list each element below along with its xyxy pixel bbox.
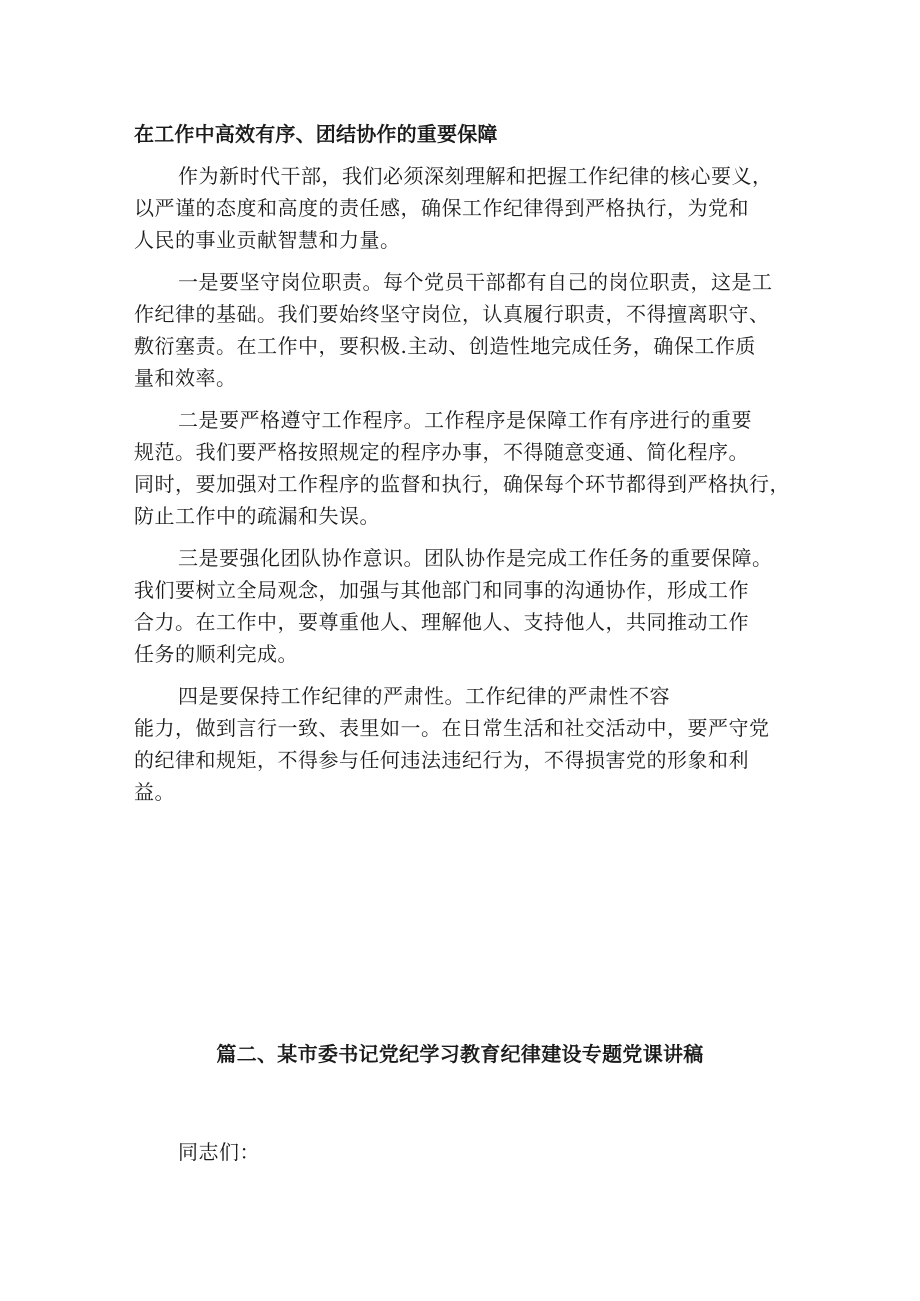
paragraph-line: 作为新时代干部，我们必须深刻理解和把握工作纪律的核心要义， (178, 164, 773, 188)
paragraph-line: 我们要树立全局观念，加强与其他部门和同事的沟通协作，形成工作 (134, 578, 749, 602)
paragraph-line: 人民的事业贡献智慧和力量。 (134, 228, 401, 252)
paragraph (134, 542, 794, 670)
paragraph (134, 680, 794, 808)
section-title: 篇二、某市委书记党纪学习教育纪律建设专题党课讲稿 (216, 1042, 704, 1066)
paragraph-line: 的纪律和规矩，不得参与任何违法违纪行为，不得损害党的形象和利 (134, 748, 749, 772)
paragraph-line: 规范。我们要严格按照规定的程序办事，不得随意变通、简化程序。 (134, 440, 749, 464)
paragraph-line: 同时，要加强对工作程序的监督和执行，确保每个环节都得到严格执行， (134, 472, 790, 496)
paragraph-line: 防止工作中的疏漏和失误。 (134, 504, 380, 528)
paragraph-line: 量和效率。 (134, 366, 237, 390)
section-heading: 在工作中高效有序、团结协作的重要保障 (134, 122, 498, 146)
paragraph-line: 作纪律的基础。我们要始终坚守岗位，认真履行职责，不得擅离职守、 (134, 302, 770, 326)
paragraph-line: 以严谨的态度和高度的责任感，确保工作纪律得到严格执行，为党和 (134, 196, 749, 220)
paragraph-line: 任务的顺利完成。 (134, 642, 298, 666)
paragraph-line: 四是要保持工作纪律的严肃性。工作纪律的严肃性不容 (178, 684, 670, 708)
paragraph-line: 敷衍塞责。在工作中，要积极.主动、创造性地完成任务，确保工作质 (134, 334, 756, 358)
document-body (134, 118, 794, 808)
paragraph-line: 益。 (134, 780, 175, 804)
paragraph (134, 404, 794, 532)
paragraph-line: 二是要严格遵守工作程序。工作程序是保障工作有序进行的重要 (178, 408, 752, 432)
paragraph-line: 合力。在工作中，要尊重他人、理解他人、支持他人，共同推动工作 (134, 610, 749, 634)
paragraph (134, 160, 794, 256)
paragraph (134, 266, 794, 394)
paragraph-line: 三是要强化团队协作意识。团队协作是完成工作任务的重要保障。 (178, 546, 773, 570)
salutation: 同志们： (178, 1140, 260, 1164)
paragraph-line: 能力，做到言行一致、表里如一。在日常生活和社交活动中，要严守党 (134, 716, 770, 740)
paragraph-line: 一是要坚守岗位职责。每个党员干部都有自己的岗位职责，这是工 (178, 270, 773, 294)
